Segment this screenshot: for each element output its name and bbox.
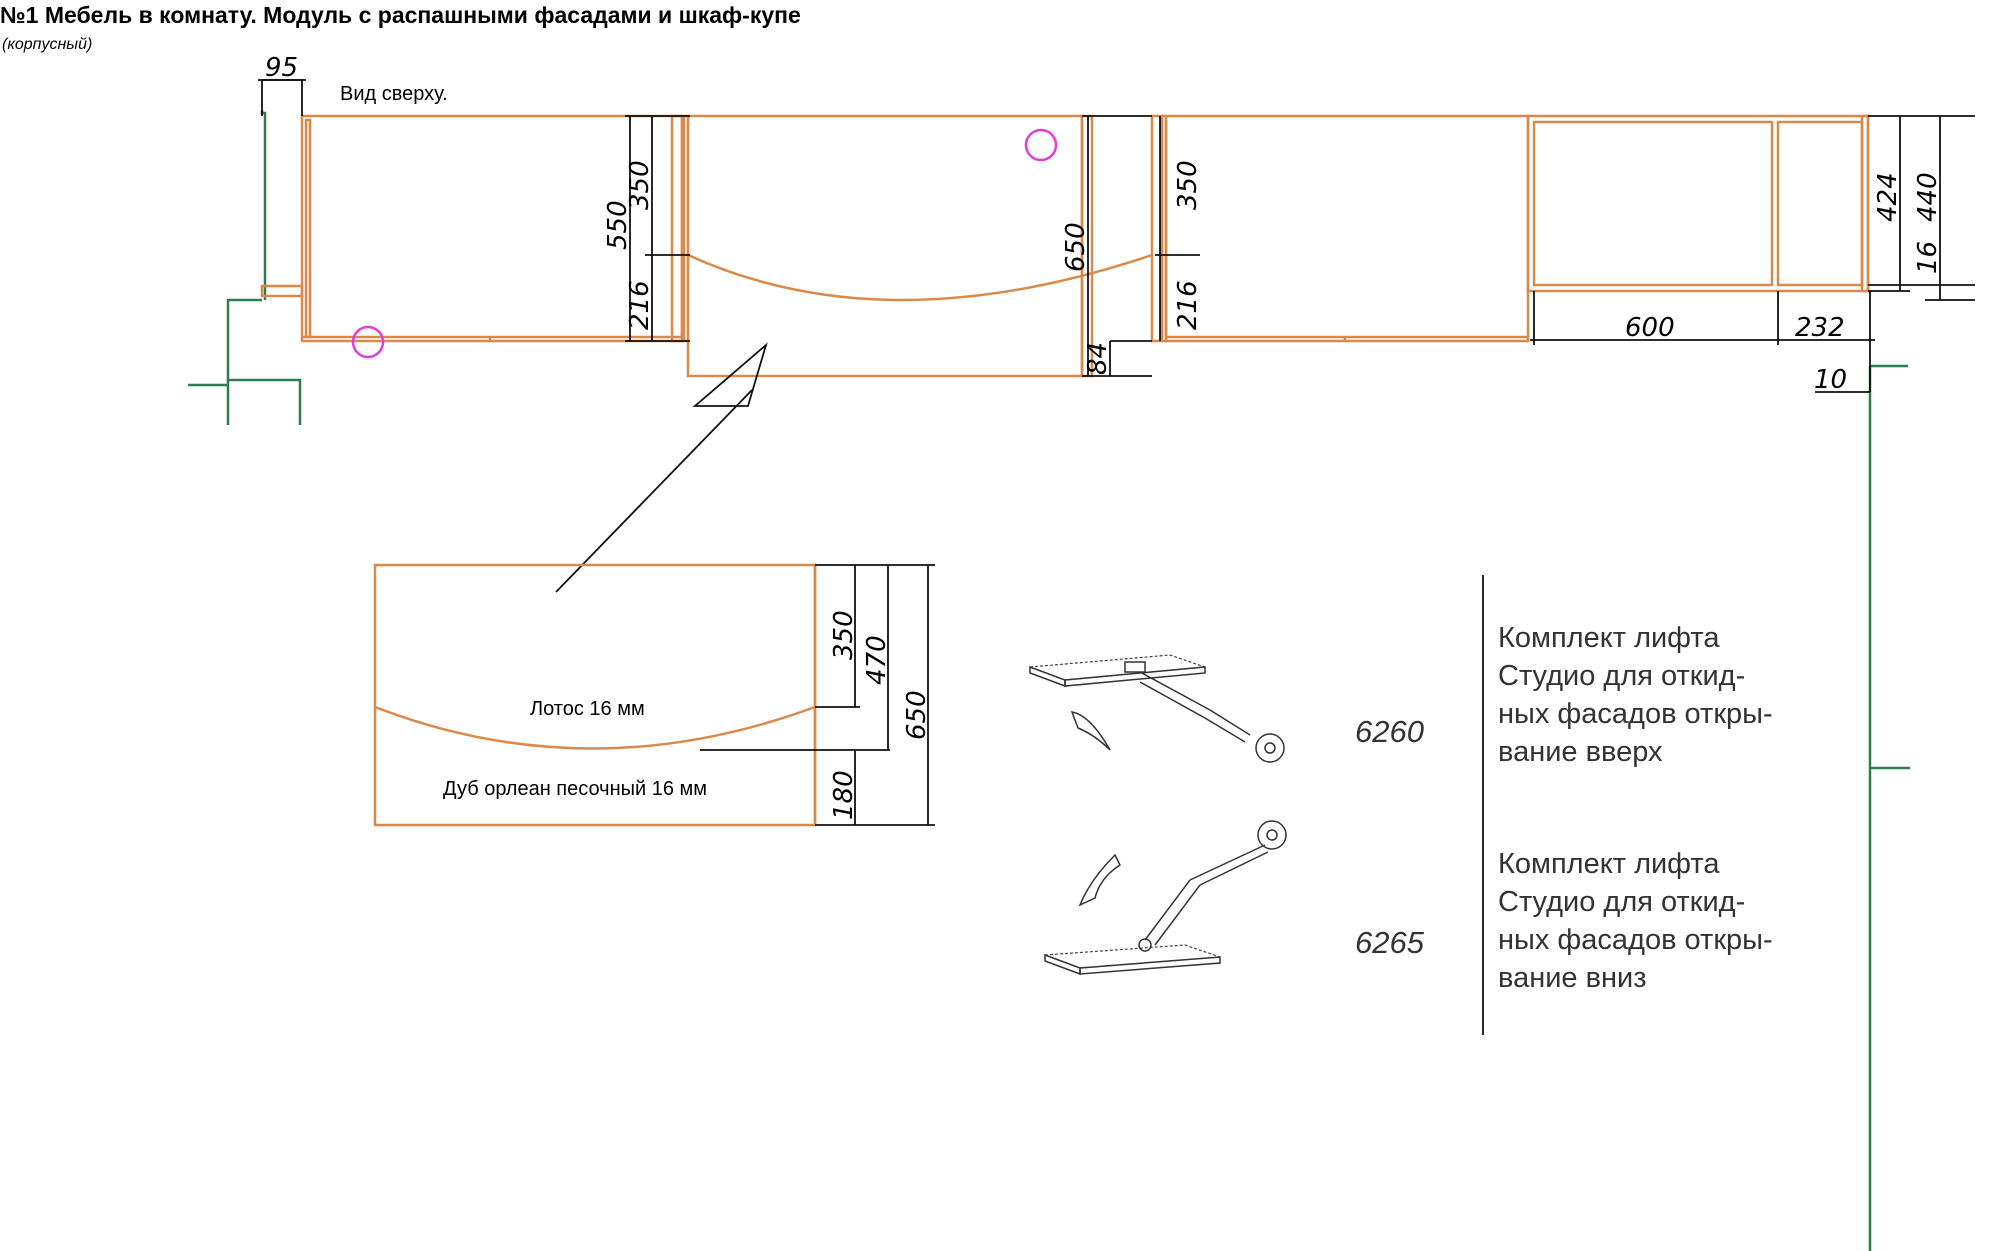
dim-600: 600	[1625, 313, 1675, 343]
lift-6260-line-3: ных фасадов откры-	[1498, 698, 1773, 730]
material-top-label: Лотос 16 мм	[530, 698, 645, 720]
detail-dim-650: 650	[902, 690, 932, 740]
detail-dim-350: 350	[829, 610, 859, 660]
dim-550: 550	[603, 200, 633, 250]
lift-6260-line-4: вание вверх	[1498, 736, 1663, 768]
drawing-subtitle: (корпусный)	[2, 36, 93, 53]
marker-circle	[1026, 130, 1056, 160]
dim-424: 424	[1873, 172, 1903, 222]
lift-down-icon	[1045, 821, 1286, 974]
lift-6260-line-2: Студио для откид-	[1498, 660, 1746, 692]
lift-6265-line-2: Студио для откид-	[1498, 886, 1746, 918]
dim-216-left: 216	[625, 280, 655, 330]
detail-dim-470: 470	[862, 635, 892, 685]
lift-up-icon	[1030, 655, 1284, 762]
drawing-title: №1 Мебель в комнату. Модуль с распашными фасадами и шкаф-купе	[0, 2, 801, 28]
lift-6265-line-3: ных фасадов откры-	[1498, 924, 1773, 956]
dim-84: 84	[1083, 341, 1113, 375]
dim-650-top: 650	[1061, 222, 1091, 272]
dim-16: 16	[1913, 240, 1943, 274]
dim-350-left: 350	[625, 160, 655, 210]
dim-350-right: 350	[1173, 160, 1203, 210]
dim-95: 95	[265, 53, 299, 83]
dim-232: 232	[1795, 313, 1845, 343]
lift-6265-line-4: вание вниз	[1498, 962, 1647, 994]
dim-10: 10	[1814, 365, 1848, 395]
lift-6260-line-1: Комплект лифта	[1498, 622, 1720, 654]
lift-6265-line-1: Комплект лифта	[1498, 848, 1720, 880]
top-view-label: Вид сверху.	[340, 83, 448, 105]
dim-440: 440	[1913, 172, 1943, 222]
lift-code-6265: 6265	[1355, 925, 1424, 960]
material-bottom-label: Дуб орлеан песочный 16 мм	[443, 778, 708, 800]
lift-code-6260: 6260	[1355, 714, 1424, 749]
dim-216-right: 216	[1173, 280, 1203, 330]
detail-dim-180: 180	[829, 770, 859, 820]
